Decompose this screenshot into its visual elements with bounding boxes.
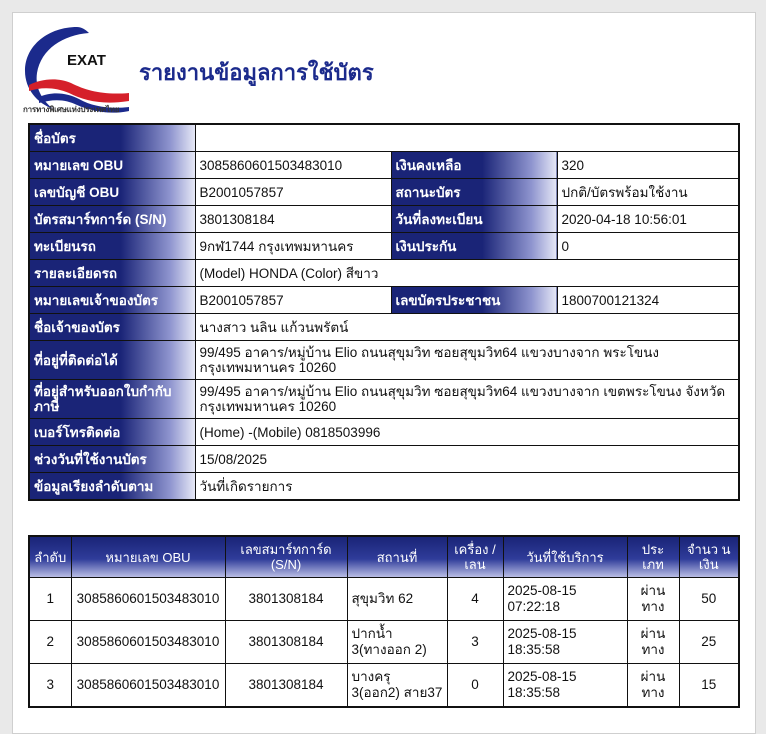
cell-amount: 50 [679,578,739,621]
col-header-no: ลำดับ [29,536,71,578]
card-name-value [195,124,739,152]
phone-label: เบอร์โทรติดต่อ [29,419,195,446]
owner-name-label: ชื่อเจ้าของบัตร [29,314,195,341]
deposit-value: 0 [557,233,739,260]
page-title: รายงานข้อมูลการใช้บัตร [139,60,374,85]
cell-no: 3 [29,664,71,708]
deposit-label: เงินประกัน [391,233,557,260]
col-header-sn: เลขสมาร์ทการ์ด (S/N) [225,536,347,578]
obu-account-value: B2001057857 [195,179,391,206]
transactions-header-row [29,536,739,578]
owner-number-value: B2001057857 [195,287,391,314]
col-header-amount: จำนว นเงิน [679,536,739,578]
report-header [13,13,755,123]
cell-amount: 25 [679,621,739,664]
cell-obu: 3085860601503483010 [71,578,225,621]
usage-period-value: 15/08/2025 [195,446,739,473]
col-header-date: วันที่ใช้บริการ [503,536,627,578]
cell-type: ผ่าน ทาง [627,664,679,708]
row-phone [29,419,739,446]
cell-amount: 15 [679,664,739,708]
owner-number-label: หมายเลขเจ้าของบัตร [29,287,195,314]
row-contact-address [29,341,739,380]
row-card-name [29,124,739,152]
row-account [29,179,739,206]
cell-place: บางครุ 3(ออก2) สาย37 [347,664,447,708]
table-row [29,578,739,621]
registration-date-label: วันที่ลงทะเบียน [391,206,557,233]
table-row [29,664,739,708]
cell-date: 2025-08-15 07:22:18 [503,578,627,621]
col-header-obu: หมายเลข OBU [71,536,225,578]
balance-value: 320 [557,152,739,179]
obu-account-label: เลขบัญชี OBU [29,179,195,206]
row-tax-address [29,380,739,419]
row-obu [29,152,739,179]
cell-date: 2025-08-15 18:35:58 [503,621,627,664]
plate-label: ทะเบียนรถ [29,233,195,260]
report-sheet [12,12,756,734]
table-row [29,621,739,664]
cell-lane: 0 [447,664,503,708]
card-status-value: ปกติ/บัตรพร้อมใช้งาน [557,179,739,206]
registration-date-value: 2020-04-18 10:56:01 [557,206,739,233]
row-owner-number [29,287,739,314]
car-detail-value: (Model) HONDA (Color) สีขาว [195,260,739,287]
obu-number-label: หมายเลข OBU [29,152,195,179]
row-usage-period [29,446,739,473]
owner-name-value: นางสาว นลิน แก้วนพรัตน์ [195,314,739,341]
cell-place: ปากน้ำ 3(ทางออก 2) [347,621,447,664]
row-smartcard [29,206,739,233]
usage-period-label: ช่วงวันที่ใช้งานบัตร [29,446,195,473]
col-header-place: สถานที่ [347,536,447,578]
sort-label: ข้อมูลเรียงลำดับตาม [29,473,195,501]
cell-date: 2025-08-15 18:35:58 [503,664,627,708]
cell-type: ผ่าน ทาง [627,621,679,664]
cell-obu: 3085860601503483010 [71,664,225,708]
cell-type: ผ่าน ทาง [627,578,679,621]
logo-text: EXAT [67,52,106,69]
row-sort [29,473,739,501]
cell-place: สุขุมวิท 62 [347,578,447,621]
phone-value: (Home) -(Mobile) 0818503996 [195,419,739,446]
cell-no: 1 [29,578,71,621]
id-card-label: เลขบัตรประชาชน [391,287,557,314]
col-header-type: ประ เภท [627,536,679,578]
contact-address-value: 99/495 อาคาร/หมู่บ้าน Elio ถนนสุขุมวิท ซอยสุขุมวิท64 แขวงบางจาก พระโขนง กรุงเทพมหานคร 10260 [195,341,739,380]
card-status-label: สถานะบัตร [391,179,557,206]
row-owner-name [29,314,739,341]
balance-label: เงินคงเหลือ [391,152,557,179]
transactions-table [28,535,740,708]
sort-value: วันที่เกิดรายการ [195,473,739,501]
logo-caption: การทางพิเศษแห่งประเทศไทย [23,105,120,114]
cell-lane: 3 [447,621,503,664]
card-info-table [28,123,740,501]
cell-obu: 3085860601503483010 [71,621,225,664]
car-detail-label: รายละเอียดรถ [29,260,195,287]
cell-no: 2 [29,621,71,664]
row-car-detail [29,260,739,287]
cell-sn: 3801308184 [225,578,347,621]
tax-address-label: ที่อยู่สำหรับออกใบกำกับภาษี [29,380,195,419]
id-card-value: 1800700121324 [557,287,739,314]
cell-lane: 4 [447,578,503,621]
smartcard-value: 3801308184 [195,206,391,233]
col-header-lane: เครื่อง /เลน [447,536,503,578]
cell-sn: 3801308184 [225,621,347,664]
plate-value: 9กฬ1744 กรุงเทพมหานคร [195,233,391,260]
smartcard-label: บัตรสมาร์ทการ์ด (S/N) [29,206,195,233]
tax-address-value: 99/495 อาคาร/หมู่บ้าน Elio ถนนสุขุมวิท ซอยสุขุมวิท64 แขวงบางจาก เขตพระโขนง จังหวัดกรุงเทพมหานคร 10260 [195,380,739,419]
cell-sn: 3801308184 [225,664,347,708]
obu-number-value: 3085860601503483010 [195,152,391,179]
row-plate [29,233,739,260]
contact-address-label: ที่อยู่ที่ติดต่อได้ [29,341,195,380]
card-name-label: ชื่อบัตร [29,124,195,152]
